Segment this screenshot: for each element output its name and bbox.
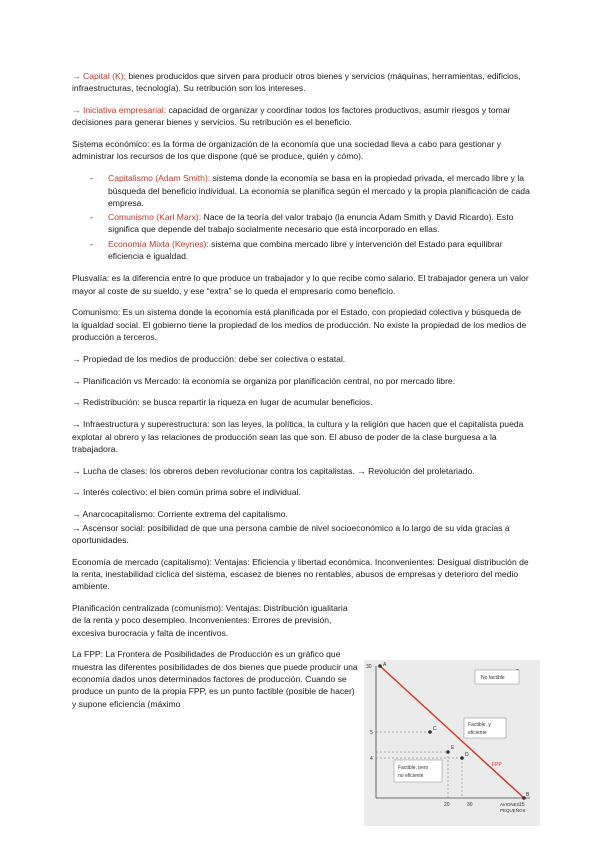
- capital-text: bienes producidos que sirven para producir otros bienes y servicios (máquinas, herramientas, edificios, infraestructuras, tecnología). Su retribución son los intereses.: [72, 71, 521, 94]
- label-e: E: [451, 745, 455, 751]
- label-a: A: [383, 662, 387, 668]
- ascensor-paragraph: → Ascensor social: posibilidad de que una persona cambie de nivel socioeconómico a lo largo de su vida gracias a oportunidades.: [72, 522, 510, 545]
- list-item: [72, 211, 530, 236]
- anarcocapitalismo-paragraph: → Anarcocapitalismo: Corriente extrema del capitalismo.: [72, 509, 288, 520]
- mixta-text: sistema que combina mercado libre y intervención del Estado para equilibrar eficiencia e igualdad.: [108, 238, 503, 262]
- list-item: [72, 172, 530, 209]
- axis-label-line2: PEQUEÑOS: [500, 808, 526, 813]
- factible-line2: eficiente: [468, 730, 487, 736]
- capital-paragraph: [72, 70, 530, 95]
- axis-label-line1: AVIONES: [500, 802, 520, 807]
- y-tick-low: 4: [370, 756, 373, 762]
- list-item: [72, 238, 530, 263]
- no-factible-label: No factible: [481, 675, 505, 681]
- capital-term: → Capital (K);: [72, 71, 126, 81]
- bullet-dash: -: [90, 238, 93, 249]
- iniciativa-term: → Iniciativa empresarial:: [72, 105, 167, 116]
- mercado-paragraph: Economía de mercado (capitalismo): Ventajas: Eficiencia y libertad económica. Inconvenientes: Desigual distribución de la renta, inestabilidad cíclica del sistema, escasez de bienes no rentables, abusos de empresas y deterioro del medio ambiente.: [72, 556, 529, 592]
- bullet-dash: -: [90, 173, 93, 184]
- factible-line1: Factible, y: [468, 722, 491, 728]
- lucha-paragraph: → Lucha de clases: los obreros deben revolucionar contra los capitalistas. → Revolución del proletariado.: [72, 465, 475, 476]
- capitalismo-term: Capitalismo (Adam Smith):: [108, 173, 211, 184]
- iniciativa-text: capacidad de organizar y coordinar todos los factores productivos, asumir riesgos y tomar decisiones para generar bienes y servicios. Su retribución es el beneficio.: [72, 105, 511, 128]
- fpp-label: FPP: [492, 762, 502, 768]
- planificacion-paragraph: → Planificación vs Mercado: la economía se organiza por planificación central, no por mercado libre.: [72, 375, 456, 386]
- centralizada-paragraph: Planificación centralizada (comunismo): Ventajas: Distribución igualitaria de la renta y poco desempleo. Inconvenientes: Errores de previsión, excesiva burocracia y falta de incentivos.: [72, 603, 348, 638]
- ineficiente-line1: Factible, pero: [398, 765, 429, 771]
- iniciativa-paragraph: [72, 104, 530, 129]
- label-c: C: [433, 726, 437, 732]
- sistemas-list: [72, 172, 530, 262]
- x-tick-2: 30: [467, 802, 473, 808]
- comunismo-paragraph: Comunismo: Es un sistema donde la economía está planificada por el Estado, con propiedad colectiva y búsqueda de la igualdad social. El gobierno tiene la propiedad de los medios de producción. No existe la propiedad de los medios de producción a terceros.: [72, 307, 527, 343]
- label-d: D: [465, 752, 469, 758]
- label-b: B: [526, 792, 530, 798]
- x-tick-1: 20: [444, 802, 450, 808]
- fpp-graph: [364, 660, 540, 826]
- point-c: [428, 730, 432, 734]
- plusvalia-paragraph: Plusvalía: es la diferencia entre lo que produce un trabajador y lo que recibe como salario. El trabajador genera un valor mayor al coste de su sueldo, y ese “extra” se lo queda el empresario como beneficio.: [72, 273, 529, 296]
- interes-paragraph: → Interés colectivo: el bien común prima sobre el individual.: [72, 487, 301, 498]
- fpp-figure: [364, 660, 540, 826]
- comunismo-text: Nace de la teoría del valor trabajo (la enuncia Adam Smith y David Ricardo). Esto significa que depende del trabajo socialmente necesario que está incorporado en ellas.: [108, 212, 514, 235]
- point-a: [378, 664, 382, 668]
- infraestructura-paragraph: → Infraestructura y superestructura: son las leyes, la política, la cultura y la religión que hacen que el capitalista pueda explotar al obrero y las relaciones de producción sean las que son. El abuso de poder de la clase burguesa a la trabajadora.: [72, 419, 524, 454]
- x-tick-3: 15: [519, 802, 525, 808]
- y-tick-mid: 5: [370, 730, 373, 736]
- bullet-dash: -: [90, 212, 93, 223]
- redistribucion-paragraph: → Redistribución: se busca repartir la riqueza en lugar de acumular beneficios.: [72, 397, 373, 408]
- fpp-paragraph: La FPP: La Frontera de Posibilidades de Producción es un gráfico que muestra las diferentes posibilidades de dos bienes que puede producir una economía dados unos determinados factores de producción. Cuando se produce un punto de la propia FPP, es un punto factible (posible de hacer) y supone eficiencia (máximo: [72, 649, 358, 709]
- y-tick-top: 30: [366, 664, 372, 670]
- capitalismo-text: sistema donde la economía se basa en la propiedad privada, el mercado libre y la búsqueda del beneficio individual. La economía se planifica según el mercado y la propia planificación de cada empresa.: [108, 173, 530, 208]
- point-e: [446, 750, 450, 754]
- propiedad-paragraph: → Propiedad de los medios de producción: debe ser colectiva o estatal.: [72, 353, 346, 364]
- sistema-paragraph: Sistema económico: es la forma de organización de la economía que una sociedad lleva a cabo para gestionar y administrar los recursos de los que dispone (qué se produce, quién y cómo).: [72, 139, 501, 162]
- document-page: [72, 70, 530, 719]
- comunismo-term: Comunismo (Karl Marx):: [108, 212, 202, 223]
- mixta-term: Economía Mixta (Keynes):: [108, 238, 209, 249]
- point-d: [460, 756, 464, 760]
- ineficiente-line2: no eficiente: [398, 773, 424, 779]
